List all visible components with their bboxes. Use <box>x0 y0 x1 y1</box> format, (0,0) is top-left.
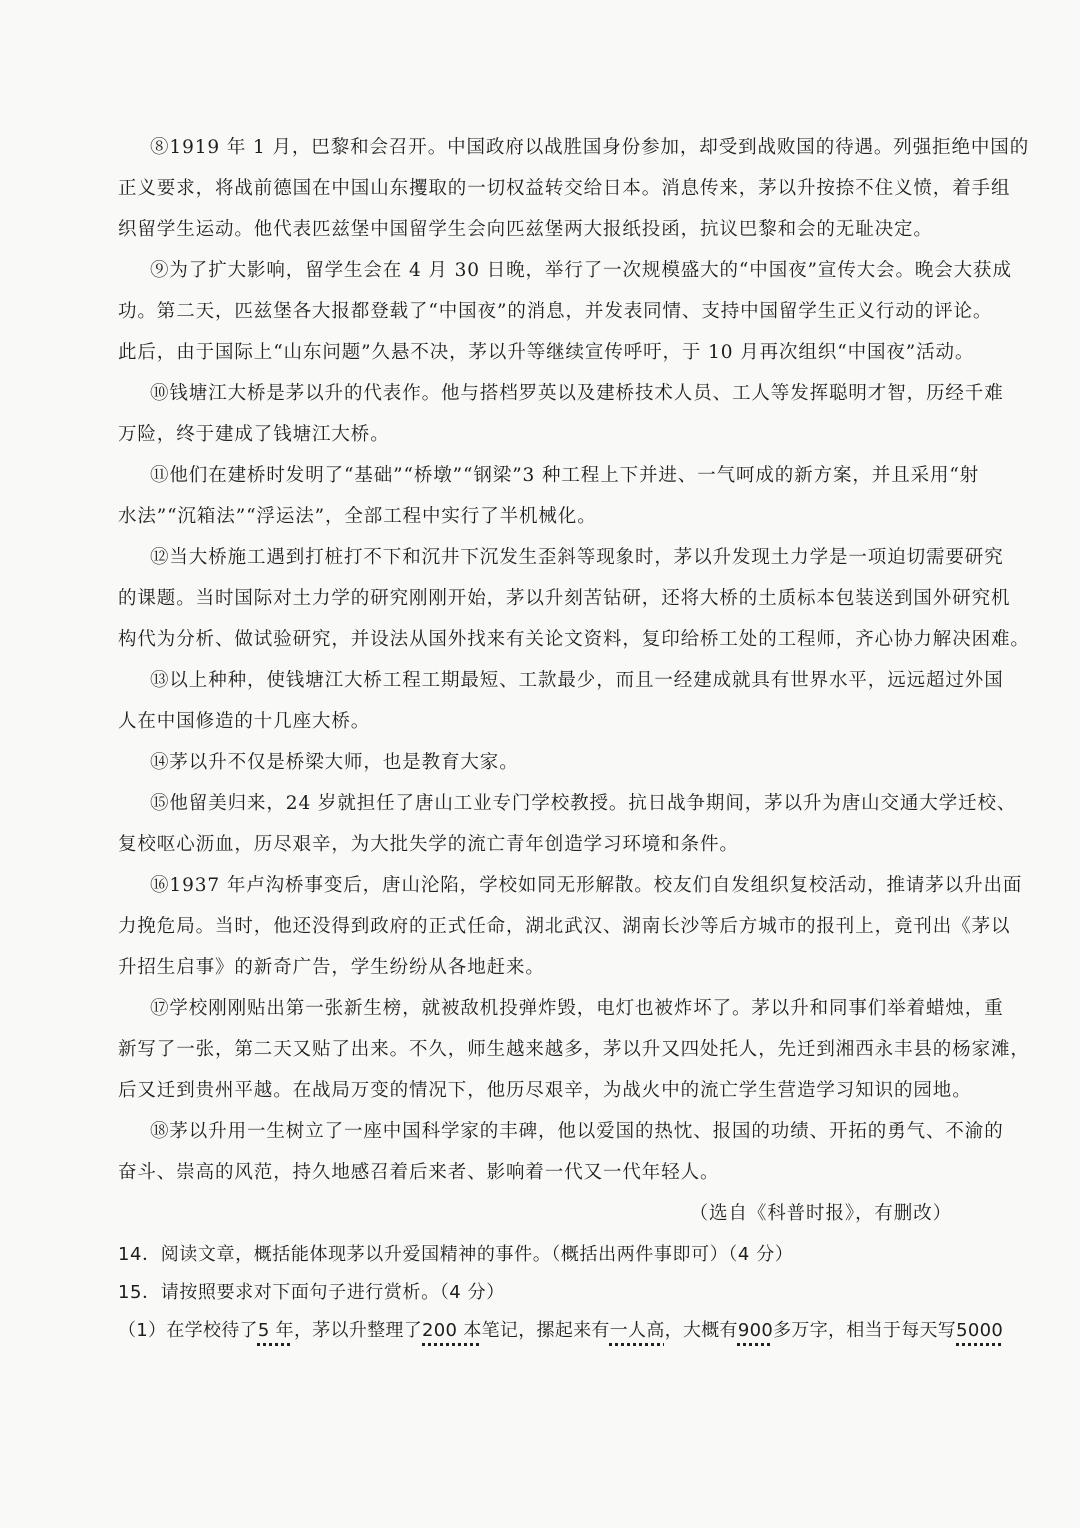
question-15: 15．请按照要求对下面句子进行赏析。（4 分） <box>118 1282 505 1303</box>
q15-1-part: 多万字，相当于每天写 <box>773 1320 957 1341</box>
paragraph-11-line-1: ⑪他们在建桥时发明了“基础”“桥墩”“钢梁”3 种工程上下并进、一气呵成的新方案，并且采用“射 <box>150 465 980 486</box>
q15-1-emphasis: 一人高 <box>609 1320 665 1341</box>
question-14: 14．阅读文章，概括能体现茅以升爱国精神的事件。（概括出两件事即可）（4 分） <box>118 1244 794 1265</box>
paragraph-14-line-1: ⑭茅以升不仅是桥梁大师，也是教育大家。 <box>150 752 519 773</box>
q15-1-part: （1）在学校待了 <box>118 1320 258 1341</box>
paragraph-10-line-1: ⑩钱塘江大桥是茅以升的代表作。他与搭档罗英以及建桥技术人员、工人等发挥聪明才智，历经千难 <box>150 383 1004 404</box>
paragraph-15-line-2: 复校呕心沥血，历尽艰辛，为大批失学的流亡青年创造学习环境和条件。 <box>118 834 739 855</box>
paragraph-8-line-3: 织留学生运动。他代表匹兹堡中国留学生会向匹兹堡两大报纸投函，抗议巴黎和会的无耻决定。 <box>118 219 933 240</box>
source-citation: （选自《科普时报》，有删改） <box>689 1203 952 1224</box>
paragraph-11-line-2: 水法”“沉箱法”“浮运法”，全部工程中实行了半机械化。 <box>118 506 597 527</box>
q15-1-emphasis: 200 本 <box>422 1320 482 1341</box>
paragraph-18-line-1: ⑱茅以升用一生树立了一座中国科学家的丰碑，他以爱国的热忱、报国的功绩、开拓的勇气、不渝的 <box>150 1121 1004 1142</box>
q15-1-part: ，大概有 <box>664 1320 738 1341</box>
paragraph-15-line-1: ⑮他留美归来，24 岁就担任了唐山工业专门学校教授。抗日战争期间，茅以升为唐山交通大学迁校、 <box>150 793 1017 814</box>
paragraph-16-line-1: ⑯1937 年卢沟桥事变后，唐山沦陷，学校如同无形解散。校友们自发组织复校活动，推请茅以升出面 <box>150 875 1023 896</box>
paragraph-16-line-2: 力挽危局。当时，他还没得到政府的正式任命，湖北武汉、湖南长沙等后方城市的报刊上，竟刊出《茅以 <box>118 916 1011 937</box>
paragraph-18-line-2: 奋斗、崇高的风范，持久地感召着后来者、影响着一代又一代年轻人。 <box>118 1162 720 1183</box>
paragraph-13-line-2: 人在中国修造的十几座大桥。 <box>118 711 371 732</box>
paragraph-13-line-1: ⑬以上种种，使钱塘江大桥工程工期最短、工款最少，而且一经建成就具有世界水平，远远超过外国 <box>150 670 1004 691</box>
paragraph-17-line-2: 新写了一张，第二天又贴了出来。不久，师生越来越多，茅以升又四处托人，先迁到湘西永丰县的杨家滩， <box>118 1039 1030 1060</box>
q15-1-emphasis: 5 年 <box>257 1320 294 1341</box>
paragraph-12-line-2: 的课题。当时国际对土力学的研究刚刚开始，茅以升刻苦钻研，还将大桥的土质标本包装送到国外研究机 <box>118 588 1011 609</box>
question-15-item-1 <box>118 1318 1080 1344</box>
paragraph-16-line-3: 升招生启事》的新奇广告，学生纷纷从各地赶来。 <box>118 957 545 978</box>
paragraph-9-line-3: 此后，由于国际上“山东问题”久悬不决，茅以升等继续宣传呼吁，于 10 月再次组织“中国夜”活动。 <box>118 342 975 363</box>
paragraph-12-line-1: ⑫当大桥施工遇到打桩打不下和沉井下沉发生歪斜等现象时，茅以升发现土力学是一项迫切需要研究 <box>150 547 1004 568</box>
paragraph-8-line-1: ⑧1919 年 1 月，巴黎和会召开。中国政府以战胜国身份参加，却受到战败国的待遇。列强拒绝中国的 <box>150 137 1030 158</box>
paragraph-17-line-3: 后又迁到贵州平越。在战局万变的情况下，他历尽艰辛，为战火中的流亡学生营造学习知识的园地。 <box>118 1080 972 1101</box>
paragraph-9-line-2: 功。第二天，匹兹堡各大报都登载了“中国夜”的消息，并发表同情、支持中国留学生正义行动的评论。 <box>118 301 993 322</box>
q15-1-emphasis: 5000 <box>956 1320 1004 1341</box>
paragraph-8-line-2: 正义要求，将战前德国在中国山东攫取的一切权益转交给日本。消息传来，茅以升按捺不住义愤，着手组 <box>118 178 1011 199</box>
paragraph-12-line-3: 构代为分析、做试验研究，并设法从国外找来有关论文资料，复印给桥工处的工程师，齐心协力解决困难。 <box>118 629 1030 650</box>
paragraph-10-line-2: 万险，终于建成了钱塘江大桥。 <box>118 424 390 445</box>
q15-1-part: 笔记，摞起来有 <box>481 1320 610 1341</box>
q15-1-emphasis: 900 <box>737 1320 774 1341</box>
paragraph-9-line-1: ⑨为了扩大影响，留学生会在 4 月 30 日晚，举行了一次规模盛大的“中国夜”宣传大会。晚会大获成 <box>150 260 1012 281</box>
q15-1-part: ，茅以升整理了 <box>293 1320 423 1341</box>
paragraph-17-line-1: ⑰学校刚刚贴出第一张新生榜，就被敌机投弹炸毁，电灯也被炸坏了。茅以升和同事们举着蜡烛，重 <box>150 998 1004 1019</box>
